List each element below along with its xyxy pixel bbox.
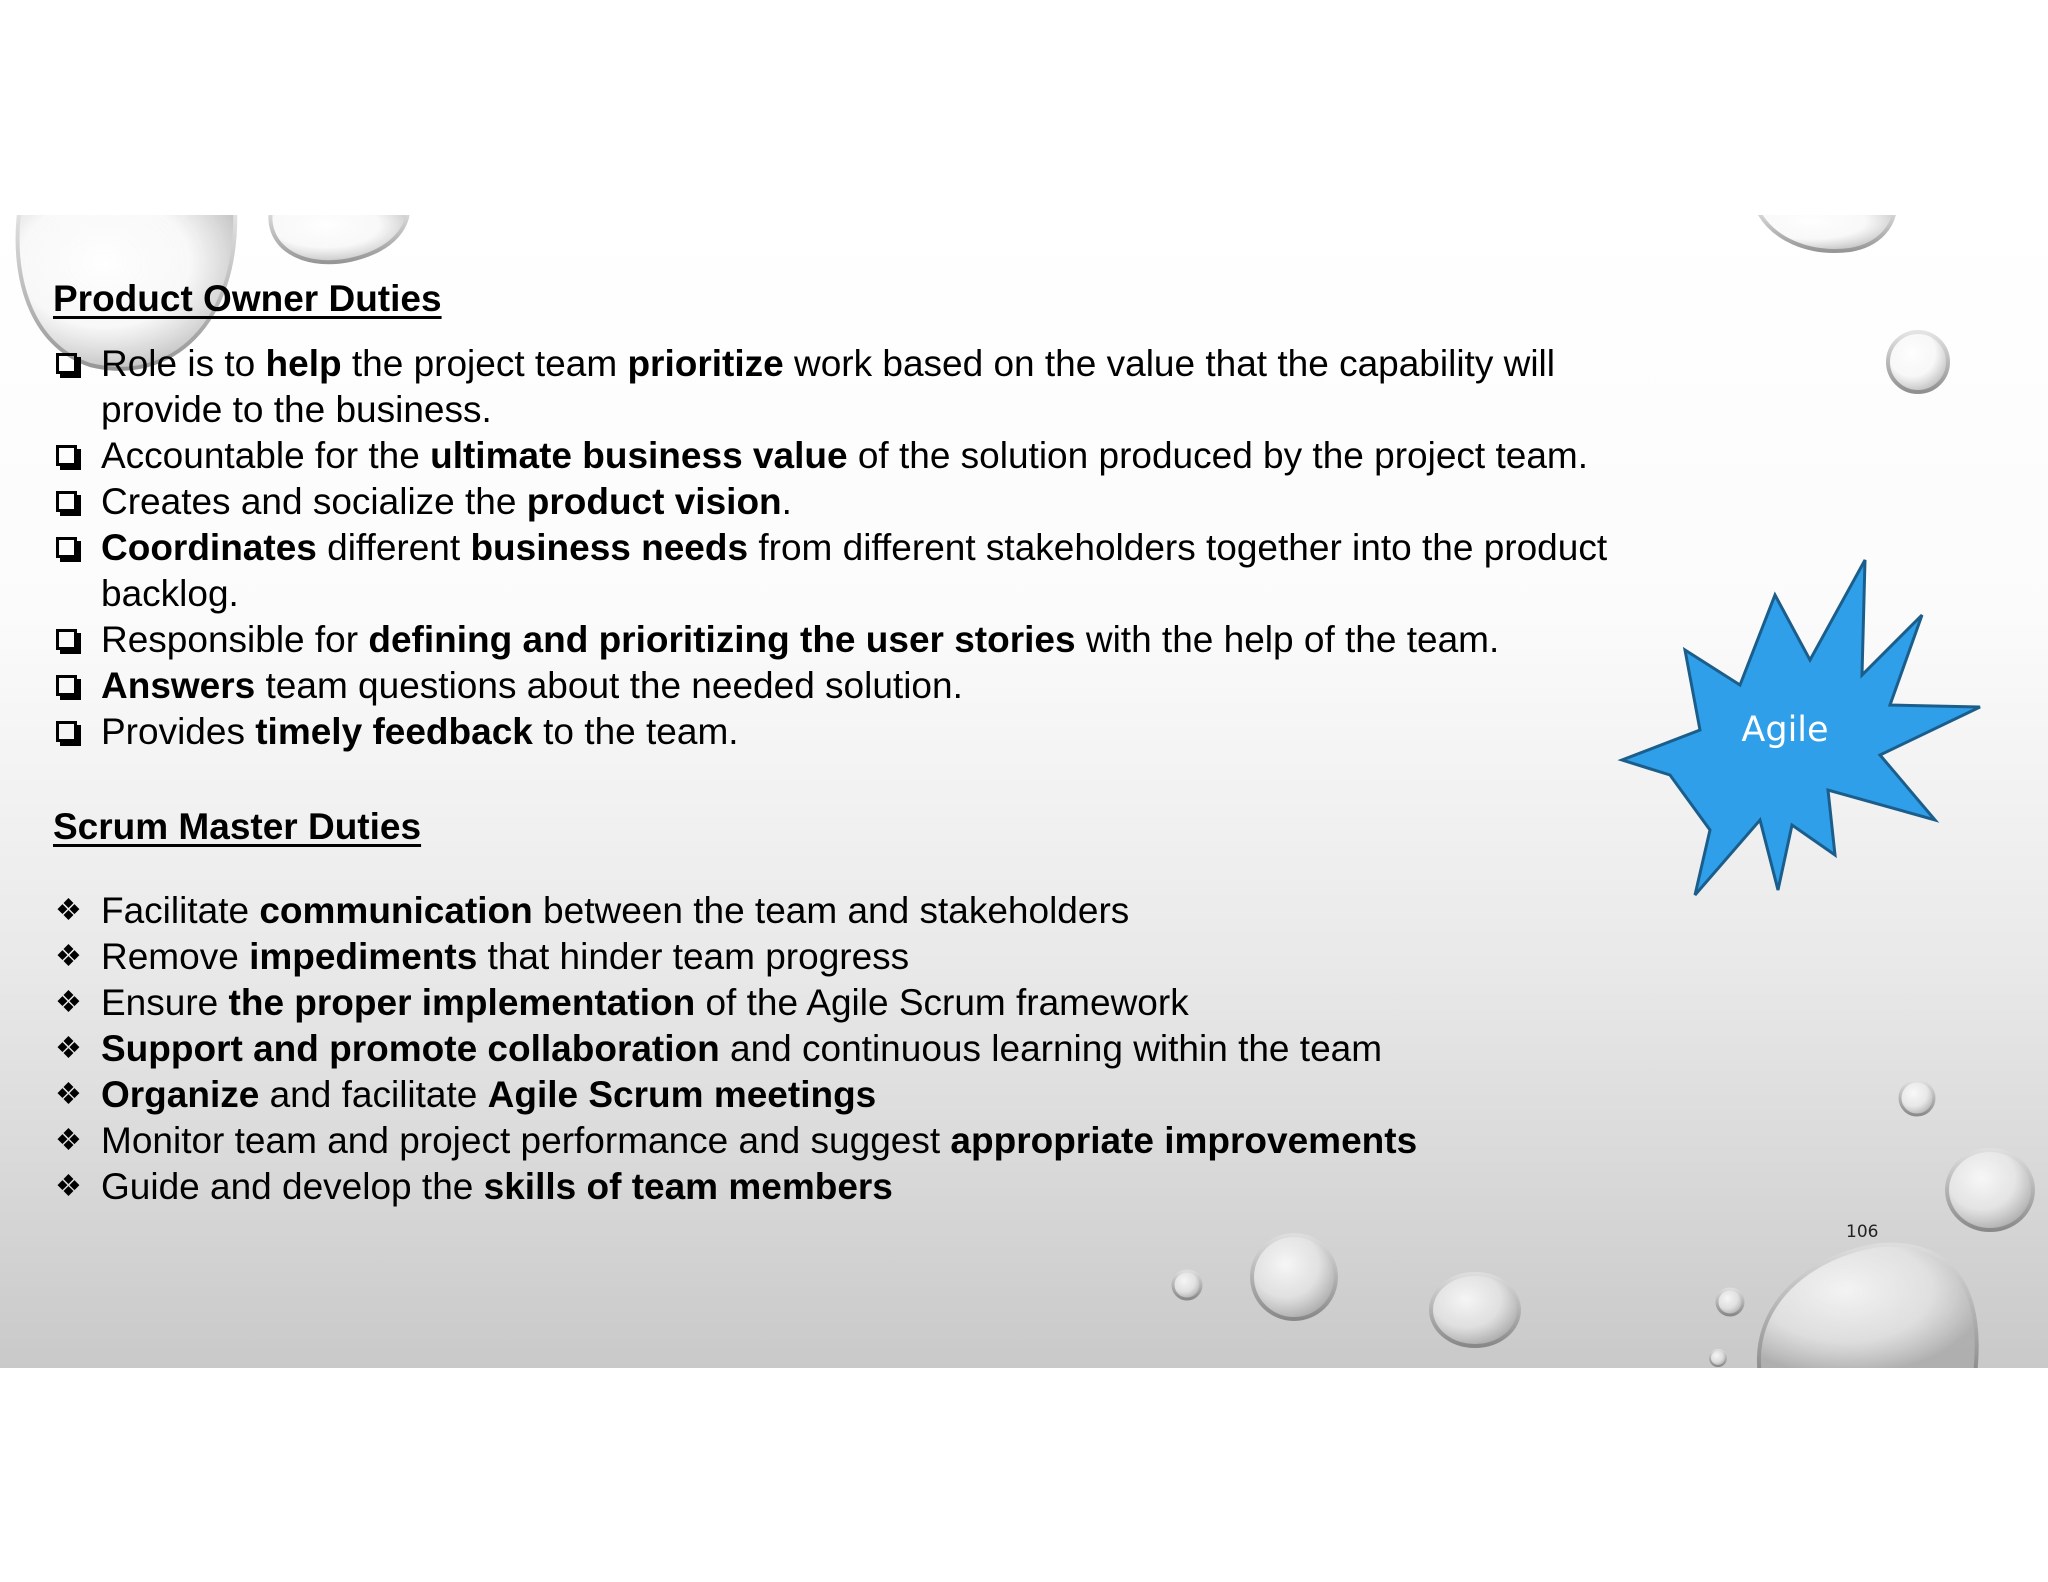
duty-text-bold: ultimate business value [430,435,848,476]
duty-text-bold: the proper implementation [228,982,696,1023]
duty-text-bold: Support and promote collaboration [101,1028,720,1069]
duty-item [53,934,1553,980]
four-diamond-icon: ❖ [55,1170,82,1203]
duty-text-bold: prioritize [627,343,784,384]
duty-text-bold: impediments [249,936,478,977]
water-drop [1759,1245,1977,1368]
water-drop [1431,1274,1519,1346]
duty-item [53,617,1673,663]
duty-text: of the solution produced by the project team. [847,435,1588,476]
page-number: 106 [1846,1222,1879,1242]
duty-item [53,1072,1553,1118]
agile-label: Agile [1741,710,1829,750]
duty-item [53,433,1673,479]
duty-text: between the team and stakeholders [532,890,1130,931]
water-drop [1755,215,1895,251]
duty-text: and continuous learning within the team [719,1028,1383,1069]
duty-text-bold: Coordinates [101,527,317,568]
slide [0,215,2048,1368]
duty-item [53,1164,1553,1210]
water-drop [1900,1081,1934,1115]
duty-item [53,341,1673,433]
duty-item [53,1026,1553,1072]
duty-item [53,980,1553,1026]
duty-text-bold: defining and prioritizing the user stories [368,619,1076,660]
duty-text: of the Agile Scrum framework [695,982,1189,1023]
duty-item [53,1118,1553,1164]
four-diamond-icon: ❖ [55,1032,82,1065]
duty-text: Provides [101,711,256,752]
duty-text-bold: business needs [470,527,749,568]
scrum-master-duty-list [53,888,1553,1210]
duty-text: from different stakeholders together into the product backlog. [101,527,1608,614]
water-drop [270,215,408,262]
duty-item [53,663,1673,709]
duty-text: Accountable for the [101,435,431,476]
duty-text: Facilitate [101,890,260,931]
duty-text-bold: communication [259,890,533,931]
duty-text-bold: help [265,343,342,384]
water-drop [1710,1350,1726,1366]
four-diamond-icon: ❖ [55,986,82,1019]
water-drop [1173,1271,1201,1299]
duty-item [53,709,1673,755]
water-drop [1947,1150,2033,1230]
duty-text-bold: Answers [101,665,256,706]
duty-text: that hinder team progress [477,936,910,977]
product-owner-title: Product Owner Duties [53,278,442,319]
water-drop [1252,1235,1336,1319]
duty-text: to the team. [532,711,739,752]
duty-item [53,888,1553,934]
water-drop [1888,332,1948,392]
product-owner-duty-list [53,341,1673,755]
duty-text: and facilitate [259,1074,488,1115]
duty-text: Role is to [101,343,266,384]
water-drop [1717,1289,1743,1315]
four-diamond-icon: ❖ [55,1124,82,1157]
duty-text-bold: skills of team members [483,1166,893,1207]
duty-text: different [316,527,471,568]
duty-text: . [781,481,792,522]
duty-text: Creates and socialize the [101,481,527,522]
duty-text: work based on the value that the capability will provide to the business. [101,343,1555,430]
duty-text: the project team [341,343,628,384]
four-diamond-icon: ❖ [55,1078,82,1111]
duty-text: Monitor team and project performance and suggest [101,1120,951,1161]
duty-text: Ensure [101,982,229,1023]
four-diamond-icon: ❖ [55,894,82,927]
duty-text: Responsible for [101,619,369,660]
duty-text: Remove [101,936,250,977]
duty-text-bold: Organize [101,1074,260,1115]
duty-text-bold: timely feedback [255,711,533,752]
duty-text-bold: appropriate improvements [950,1120,1418,1161]
duty-text: with the help of the team. [1075,619,1500,660]
duty-text: Guide and develop the [101,1166,484,1207]
duty-text-bold: product vision [526,481,782,522]
duty-text-bold: Agile Scrum meetings [487,1074,877,1115]
scrum-master-title: Scrum Master Duties [53,806,422,847]
duty-text: team questions about the needed solution. [255,665,963,706]
four-diamond-icon: ❖ [55,940,82,973]
duty-item [53,525,1673,617]
duty-item [53,479,1673,525]
